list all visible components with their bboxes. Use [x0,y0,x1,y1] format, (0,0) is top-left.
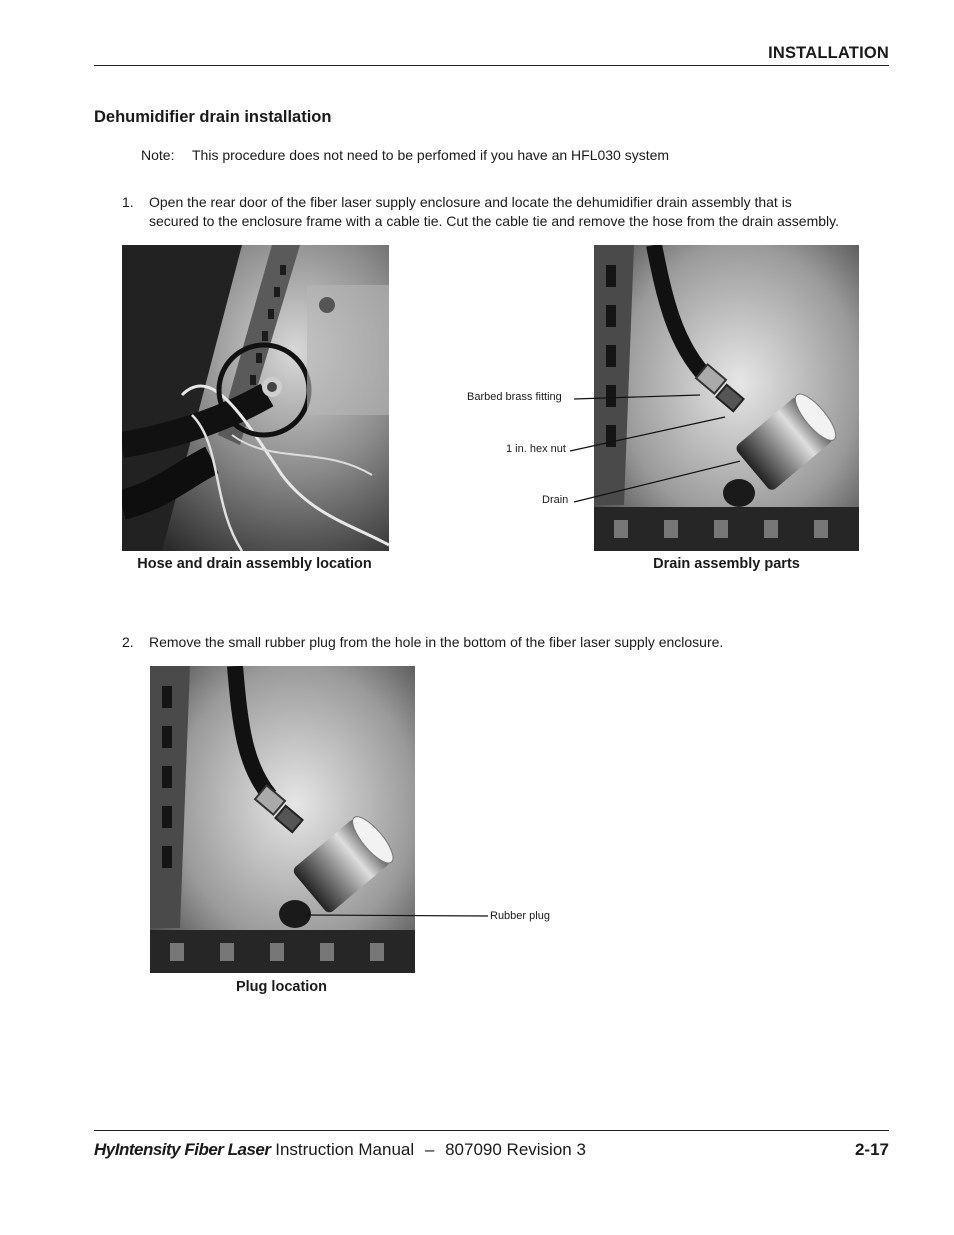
callout-rubber-plug: Rubber plug [490,910,550,922]
step-text-line: secured to the enclosure frame with a cable tie. Cut the cable tie and remove the hose from the drain assembly. [149,213,839,229]
note-label: Note: [141,147,175,163]
step-1 [122,193,892,233]
step-text-line: Open the rear door of the fiber laser supply enclosure and locate the dehumidifier drain assembly that is [149,194,792,210]
figure-caption: Drain assembly parts [653,556,800,572]
step-number: 2. [122,634,134,650]
note-text: This procedure does not need to be perfomed if you have an HFL030 system [192,147,670,163]
callout-leader-lines [560,385,740,510]
step-number: 1. [122,194,134,210]
plug-location-photo [150,666,415,973]
callout-barbed-brass-fitting: Barbed brass fitting [467,391,562,403]
section-title: INSTALLATION [768,44,889,62]
footer-document-info [94,1140,586,1160]
note [141,147,669,163]
callout-drain: Drain [542,494,569,506]
footer-dash: – [424,1140,435,1159]
callout-leader-line [305,908,490,922]
footer-brand: HyIntensity Fiber Laser [94,1140,271,1159]
figure-caption: Hose and drain assembly location [137,556,372,572]
step-text-line: Remove the small rubber plug from the hole in the bottom of the fiber laser supply enclosure. [149,634,724,650]
page-heading: Dehumidifier drain installation [94,108,332,126]
step-2 [122,633,892,653]
footer-doc-number: 807090 Revision 3 [445,1140,586,1159]
footer-manual: Instruction Manual [275,1140,415,1159]
callout-hex-nut: 1 in. hex nut [506,443,566,455]
figure-caption: Plug location [235,979,328,995]
page-number: 2-17 [854,1140,889,1159]
page-footer [94,1130,889,1161]
section-header [94,40,889,66]
hose-location-photo [122,245,389,551]
